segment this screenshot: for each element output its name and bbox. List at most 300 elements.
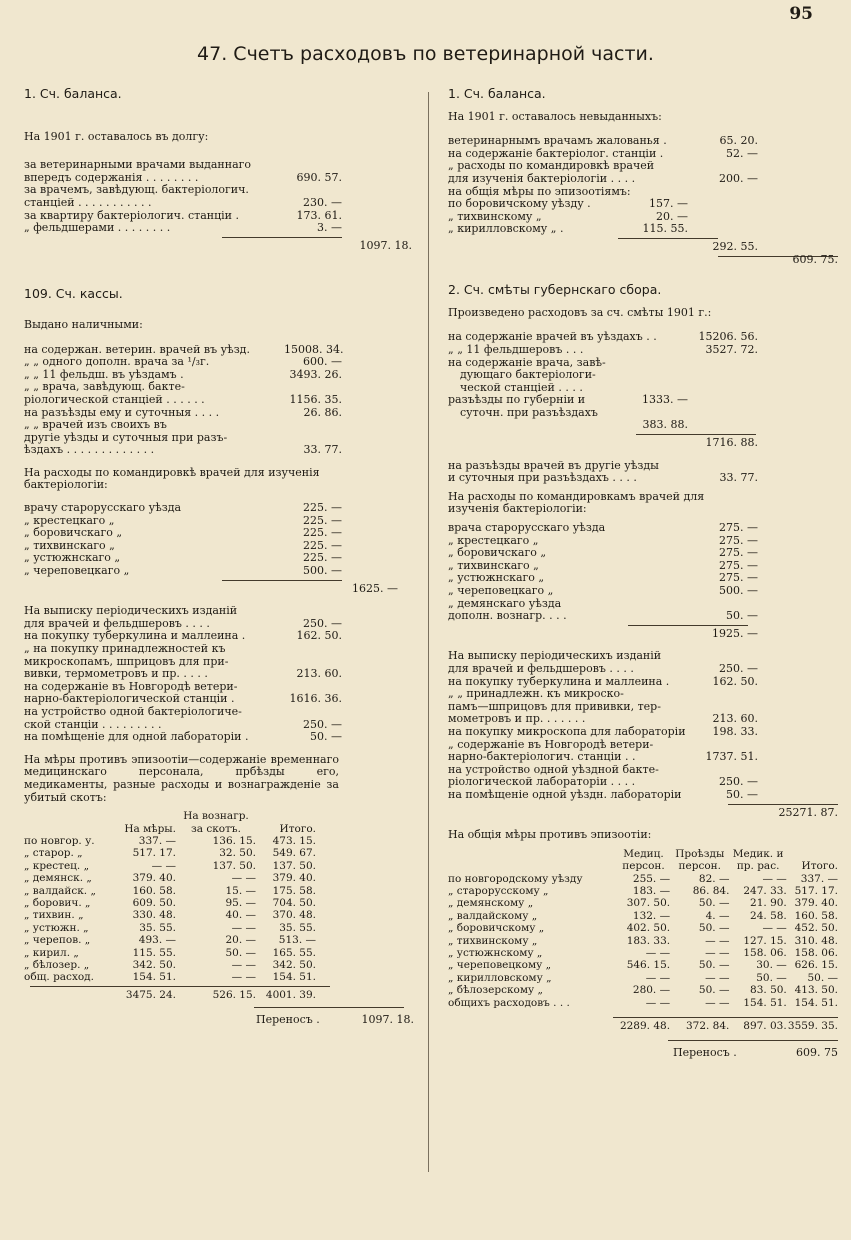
table-row-label: „ тихвин. „: [24, 909, 84, 922]
table-row: [448, 910, 838, 922]
table-cell: 280. —: [632, 984, 671, 997]
ledger-row-label: на общія мѣры по эпизоотіямъ:: [448, 185, 631, 198]
table-row-label: „ устюжнскому „: [448, 946, 543, 959]
table-row: [24, 971, 414, 983]
ledger-row-label: На выписку періодическихъ изданій: [448, 650, 662, 663]
table-row-label: общ. расход.: [24, 971, 94, 984]
table-cell: — —: [231, 971, 256, 984]
ledger-row-label: на покупку туберкулина и маллеина .: [448, 675, 670, 688]
ledger-row-total: [758, 331, 838, 344]
ledger-row: [448, 688, 838, 701]
table-cell: 452. 50.: [794, 922, 838, 935]
ledger-row-label: „ боровичскаго „: [24, 527, 123, 540]
ledger-row: [24, 407, 414, 420]
table-cell: 154. 51.: [794, 996, 838, 1009]
table-header: Медиц. персон.: [622, 847, 665, 873]
ledger-row: [448, 764, 838, 777]
ledger-row-total: [758, 344, 838, 357]
ledger-row: [24, 693, 414, 706]
ledger-row-amount: 115. 55.: [642, 222, 688, 236]
ledger-row-total: [342, 630, 412, 643]
ledger-row-label: „ тихвинскому „: [448, 210, 542, 223]
table-cell: — —: [231, 921, 256, 934]
ledger-row-total: [342, 540, 412, 553]
table-cell: 30. —: [756, 959, 787, 972]
ledger-row-total: [342, 222, 412, 235]
ledger-row: [448, 572, 838, 585]
ledger-row: [448, 663, 838, 676]
ledger-row-label: станціей . . . . . . . . . . .: [24, 196, 152, 209]
section-title-balance: 1. Сч. баланса.: [448, 86, 546, 101]
ledger-row-label: ской станціи . . . . . . . . .: [24, 718, 162, 731]
ledger-row: [24, 618, 414, 631]
table-cell: 95. —: [225, 896, 256, 909]
ledger-row-total: [758, 701, 838, 714]
table-cell: 40. —: [225, 909, 256, 922]
table-cell: 517. 17.: [132, 847, 176, 860]
table-total-cell: 526. 15.: [212, 988, 256, 1001]
ledger-row-total: [758, 522, 838, 535]
carry-over-label: Переносъ .: [673, 1046, 737, 1060]
section-intro: На расходы по командировкамъ врачей для изученія бактеріологіи:: [448, 489, 705, 516]
ledger-row-label: памъ—шприцовъ для прививки, тер-: [448, 700, 661, 713]
estimate-rows-commands: [448, 522, 838, 623]
ledger-row-amount: [284, 706, 342, 719]
ledger-row-total: [758, 186, 838, 199]
ledger-row-total: [342, 656, 412, 669]
balance-total: 609. 75.: [792, 252, 838, 266]
ledger-row-label: на разъѣзды врачей въ другіе уѣзды: [448, 459, 659, 472]
nested-label-line: суточн. при разъѣздахъ: [460, 405, 598, 419]
estimate-total: 25271. 87.: [778, 805, 838, 819]
ledger-row-total: [758, 160, 838, 173]
ledger-row: [24, 394, 414, 407]
table-cell: — —: [645, 971, 671, 984]
ledger-row-amount: 50. —: [726, 609, 758, 623]
ledger-row-total: [342, 515, 412, 528]
ledger-row-total: [758, 547, 838, 560]
table-cell: 160. 58.: [794, 909, 838, 922]
ledger-row-total: [758, 560, 838, 573]
table-row-label: „ валдайскому „: [448, 909, 538, 922]
table-cell: 137. 50.: [272, 859, 316, 872]
table-cell: 337. —: [138, 834, 176, 847]
table-cell: 24. 58.: [750, 909, 787, 922]
ledger-row-label: на помѣщеніе одной уѣздн. лабораторіи: [448, 788, 682, 801]
table-header: Итого.: [279, 822, 316, 835]
table-header: На вознагр. за скотъ.: [183, 810, 249, 835]
ledger-row: [448, 148, 838, 161]
table-cell: 50. —: [698, 922, 730, 935]
ledger-row: [24, 432, 414, 445]
epizootic-total-left: [24, 989, 414, 1001]
carry-over-row: [24, 1014, 414, 1027]
section-intro: На расходы по командировкѣ врачей для изученія бактеріологіи:: [24, 465, 320, 492]
carry-over-label: Переносъ .: [256, 1013, 320, 1027]
ledger-row-label: за врачемъ, завѣдующ. бактеріологич.: [24, 184, 249, 197]
table-row-label: „ бѣлозерскому „: [448, 984, 543, 997]
ledger-row-label: ріологической станціей . . . . . .: [24, 393, 205, 406]
ledger-row-amount: 50. —: [726, 787, 758, 801]
table-row: [24, 947, 414, 959]
ledger-row: [24, 172, 414, 185]
ledger-sub-row: [448, 198, 838, 211]
ledger-row-total: [758, 751, 838, 764]
table-cell: 493. —: [138, 934, 176, 947]
table-cell: 546. 15.: [626, 959, 671, 972]
ledger-row-amount: 198. 33.: [712, 724, 758, 738]
ledger-row-amount: 20. —: [656, 209, 688, 223]
ledger-row-label: за квартиру бактеріологич. станціи .: [24, 209, 240, 222]
ledger-row-total: [342, 527, 412, 540]
ledger-row: [448, 186, 838, 199]
table-row: [448, 885, 838, 897]
ledger-row-label: „ на покупку принадлежностей къ: [24, 643, 226, 655]
balance-rows: [24, 159, 414, 235]
table-row: [24, 922, 414, 934]
table-cell: 35. 55.: [279, 921, 316, 934]
ledger-row: [24, 605, 414, 618]
table-header: Итого.: [801, 860, 838, 873]
table-cell: 137. 50.: [212, 859, 256, 872]
section-title-cash: 109. Сч. кассы.: [24, 286, 123, 302]
ledger-row-total: [758, 688, 838, 701]
ledger-row-amount: 3. —: [317, 221, 342, 235]
epizootic-table-left: [24, 810, 414, 984]
table-total-cell: 2289. 48.: [619, 1019, 671, 1032]
balance-sub-sum-row: [448, 241, 838, 254]
column-divider: [428, 92, 429, 1172]
ledger-row-amount: 690. 57.: [296, 170, 342, 184]
table-cell: 160. 58.: [132, 884, 176, 897]
ledger-row-total: [758, 460, 838, 473]
ledger-row-amount: 225. —: [303, 501, 342, 515]
table-cell: 132. —: [632, 909, 671, 922]
ledger-row-total: [758, 572, 838, 585]
ledger-row-total: [342, 502, 412, 515]
estimate-total-row: [448, 807, 838, 820]
table-row-label: „ старорусскому „: [448, 884, 549, 897]
table-row: [24, 885, 414, 897]
ledger-row-total: [758, 598, 838, 611]
table-row-label: „ демянскому „: [448, 897, 534, 910]
ledger-row: [448, 789, 838, 802]
ledger-row: [448, 650, 838, 663]
ledger-row-label: „ „ врача, завѣдующ. бакте-: [24, 381, 185, 394]
cash-rows-trips: [24, 502, 414, 578]
ledger-row-total: [342, 407, 412, 420]
ledger-row-amount: 225. —: [303, 526, 342, 540]
commands-sum: 1925. —: [712, 626, 758, 640]
ledger-row-total: [758, 135, 838, 148]
commands-sum-row: [448, 628, 838, 641]
table-cell: 21. 90.: [750, 897, 787, 910]
table-cell: — —: [645, 996, 671, 1009]
ledger-row-total: [758, 650, 838, 663]
page-number: 95: [789, 4, 813, 24]
table-cell: — —: [705, 971, 730, 984]
table-cell: 50. —: [698, 959, 730, 972]
table-cell: 549. 67.: [272, 847, 316, 860]
ledger-row-label: и суточныя при разъѣздахъ . . . .: [448, 472, 637, 485]
ledger-row-label: ѣздахъ . . . . . . . . . . . . .: [24, 444, 155, 457]
table-total-cell: 372. 84.: [685, 1019, 730, 1032]
ledger-row-label: для врачей и фельдшеровъ . . . .: [448, 662, 634, 675]
ledger-row-amount: 157. —: [649, 197, 688, 211]
table-cell: 379. 40.: [272, 872, 316, 885]
trips-sum: 1625. —: [352, 581, 398, 595]
table-cell: 247. 33.: [743, 884, 787, 897]
ledger-row-label: на содержан. ветерин. врачей въ уѣзд.: [24, 343, 250, 356]
ledger-row-total: [342, 369, 412, 382]
ledger-row-amount: 3493. 26.: [289, 367, 342, 381]
ledger-row-total: [342, 618, 412, 631]
ledger-row-label: на помѣщеніе для одной лабораторіи .: [24, 731, 249, 744]
table-cell: 513. —: [278, 934, 316, 947]
ledger-row-total: [342, 197, 412, 210]
nested-value: 383. 88.: [642, 418, 688, 432]
table-row-label: „ бѣлозер. „: [24, 959, 90, 971]
ledger-row-amount: 225. —: [303, 513, 342, 527]
nested-sum: 1716. 88.: [705, 436, 758, 450]
ledger-row-total: [342, 419, 412, 432]
ledger-row: [448, 522, 838, 535]
table-cell: — —: [231, 872, 256, 885]
table-row: [24, 909, 414, 921]
table-cell: 82. —: [698, 872, 730, 885]
ledger-row: [24, 681, 414, 694]
ledger-row-amount: 230. —: [303, 195, 342, 209]
table-cell: 183. 33.: [626, 934, 671, 947]
table-cell: — —: [705, 996, 730, 1009]
ledger-row-label: „ демянскаго уѣзда: [448, 597, 562, 610]
ledger-row-label: „ кирилловскому „ .: [448, 223, 564, 236]
ledger-row: [24, 369, 414, 382]
ledger-row-amount: [284, 159, 342, 172]
table-row: [448, 997, 838, 1009]
ledger-row-label: на покупку микроскопа для лабораторіи: [448, 725, 686, 738]
table-cell: 517. 17.: [794, 884, 838, 897]
ledger-row-total: [342, 693, 412, 706]
ledger-row-label: нарно-бактеріологич. станціи . .: [448, 751, 636, 764]
table-cell: 255. —: [632, 872, 671, 885]
ledger-row-label: „ содержаніе въ Новгородѣ ветери-: [448, 738, 654, 751]
table-cell: 158. 06.: [794, 946, 838, 959]
balance-total-row: [24, 240, 414, 253]
ledger-row: [448, 135, 838, 148]
section-intro: На 1901 г. оставалось невыданныхъ:: [448, 109, 662, 123]
balance-sub-rows: [448, 198, 838, 236]
ledger-row-total: [342, 719, 412, 732]
table-header: Медик. и пр. рас.: [732, 847, 784, 873]
section-intro: На мѣры противъ эпизоотіи—содержаніе временнаго медицинскаго персонала, прбѣзды его, медикаменты, разные расходы и вознагражденіе за убитый скотъ:: [24, 752, 339, 804]
ledger-row-total: [758, 663, 838, 676]
ledger-row-label: „ „ 11 фельдшеровъ . . .: [448, 343, 584, 356]
table-row: [24, 860, 414, 872]
table-row: [448, 947, 838, 959]
ledger-row-amount: [698, 688, 758, 701]
balance-total: 1097. 18.: [359, 238, 412, 252]
table-cell: 20. —: [225, 934, 256, 947]
table-row: [24, 959, 414, 971]
ledger-row: [24, 540, 414, 553]
table-cell: 83. 50.: [750, 984, 787, 997]
ledger-row-label: „ расходы по командировкѣ врачей: [448, 160, 655, 173]
table-cell: — —: [705, 946, 730, 959]
ledger-row: [448, 598, 838, 611]
table-cell: 50. —: [756, 971, 787, 984]
balance-sub-sum: 292. 55.: [712, 239, 758, 253]
nested-block: [448, 357, 838, 433]
balance-total-row: [448, 254, 838, 267]
ledger-row: [448, 560, 838, 573]
table-cell: 154. 51.: [743, 996, 787, 1009]
ledger-row-label: „ череповецкаго „: [448, 585, 554, 598]
table-cell: — —: [645, 946, 671, 959]
ledger-row-total: [342, 444, 412, 457]
ledger-row-total: [342, 552, 412, 565]
ledger-row-amount: 3527. 72.: [705, 342, 758, 356]
ledger-row-total: [758, 713, 838, 726]
ledger-row-total: [758, 739, 838, 752]
ledger-row: [448, 173, 838, 186]
ledger-row-total: [758, 585, 838, 598]
ledger-row: [24, 444, 414, 457]
ledger-row: [448, 160, 838, 173]
ledger-row-label: „ тихвинскаго „: [24, 539, 115, 552]
ledger-row-total: [758, 535, 838, 548]
ledger-row-total: [342, 668, 412, 681]
ledger-row-label: за ветеринарными врачами выданнаго: [24, 159, 252, 172]
table-row: [448, 959, 838, 971]
ledger-row-total: [758, 148, 838, 161]
table-total-cell: 4001. 39.: [265, 988, 316, 1001]
ledger-row-total: [342, 381, 412, 394]
ledger-row: [24, 668, 414, 681]
table-row-label: по новгор. у.: [24, 834, 95, 847]
nested-sum-row: [448, 437, 838, 450]
cash-rows-misc: [24, 605, 414, 744]
ledger-row-label: мометровъ и пр. . . . . . .: [448, 713, 586, 726]
ledger-row: [24, 381, 414, 394]
ledger-row-total: [342, 356, 412, 369]
estimate-rows: [448, 331, 838, 356]
ledger-row-amount: 213. 60.: [712, 712, 758, 726]
table-row-label: „ крестец. „: [24, 859, 90, 872]
ledger-row-label: На выписку періодическихъ изданій: [24, 605, 238, 618]
ledger-row-total: [342, 159, 412, 172]
ledger-row-total: [758, 610, 838, 623]
ledger-row-amount: 200. —: [719, 171, 758, 185]
ledger-row-label: „ крестецкаго „: [24, 514, 115, 527]
ledger-row-amount: 275. —: [719, 571, 758, 585]
table-row: [24, 847, 414, 859]
ledger-row-amount: 162. 50.: [296, 629, 342, 643]
right-column: [448, 88, 838, 1060]
ledger-row-amount: [284, 605, 342, 618]
ledger-row-label: впередъ содержанія . . . . . . . .: [24, 171, 199, 184]
ledger-row: [448, 535, 838, 548]
ledger-row: [448, 610, 838, 623]
ledger-row-total: [342, 184, 412, 197]
ledger-row: [448, 751, 838, 764]
ledger-row-amount: 1156. 35.: [289, 392, 342, 406]
trips-sum-row: [24, 583, 414, 596]
ledger-row-label: „ боровичскаго „: [448, 547, 547, 560]
table-cell: 50. —: [698, 897, 730, 910]
table-cell: 379. 40.: [132, 872, 176, 885]
ledger-row: [448, 585, 838, 598]
ledger-row-amount: 275. —: [719, 521, 758, 535]
ledger-sub-row: [448, 223, 838, 236]
ledger-row-label: другіе уѣзды и суточныя при разъ-: [24, 431, 228, 444]
table-cell: — —: [705, 934, 730, 947]
table-header: Проѣзды персон.: [675, 847, 725, 873]
estimate-rows-trips: [448, 460, 838, 485]
ledger-row-amount: 225. —: [303, 551, 342, 565]
ledger-row-label: ріологической лабораторіи . . . .: [448, 776, 636, 789]
table-row-label: „ кирил. „: [24, 946, 79, 959]
ledger-row: [24, 731, 414, 744]
ledger-row-label: дополн. вознагр. . . .: [448, 610, 567, 623]
table-row-label: „ тихвинскому „: [448, 934, 538, 947]
ledger-row-total: [758, 676, 838, 689]
ledger-row-label: „ „ принадлежн. къ микроско-: [448, 688, 624, 701]
table-cell: 413. 50.: [794, 984, 838, 997]
ledger-row-label: на содержаніе бактеріолог. станціи .: [448, 147, 664, 160]
ledger-row-amount: 250. —: [303, 616, 342, 630]
table-cell: — —: [762, 922, 787, 935]
ledger-row-total: [758, 726, 838, 739]
ledger-row: [24, 719, 414, 732]
table-cell: 15. —: [225, 884, 256, 897]
table-cell: 330. 48.: [132, 909, 176, 922]
ledger-row-amount: 225. —: [303, 538, 342, 552]
table-row: [24, 934, 414, 946]
ledger-row: [448, 460, 838, 473]
ledger-row-amount: 15206. 56.: [698, 330, 758, 344]
table-cell: 50. —: [225, 946, 256, 959]
table-row: [24, 897, 414, 909]
table-cell: 342. 50.: [132, 959, 176, 971]
ledger-row: [24, 222, 414, 235]
ledger-row-amount: 173. 61.: [296, 208, 342, 222]
ledger-row: [24, 527, 414, 540]
table-cell: 4. —: [705, 909, 730, 922]
table-cell: 370. 48.: [272, 909, 316, 922]
table-cell: 35. 55.: [139, 921, 176, 934]
ledger-row-amount: 1737. 51.: [705, 750, 758, 764]
ledger-row-amount: 213. 60.: [296, 667, 342, 681]
ledger-row-label: на покупку туберкулина и маллеина .: [24, 630, 246, 643]
ledger-row-amount: 162. 50.: [712, 674, 758, 688]
ledger-row: [24, 643, 414, 656]
table-row: [24, 835, 414, 847]
ledger-row-label: на содержаніе врачей въ уѣздахъ . .: [448, 331, 657, 344]
table-row-label: „ демянск. „: [24, 872, 92, 885]
ledger-row-label: нарно-бактеріологической станціи .: [24, 693, 235, 706]
estimate-rows-misc: [448, 650, 838, 801]
ledger-row-total: [342, 681, 412, 694]
nested-label-line: разъѣзды по губерніи и: [448, 393, 586, 407]
ledger-row: [448, 344, 838, 357]
table-cell: 158. 06.: [743, 946, 787, 959]
table-cell: 473. 15.: [272, 834, 316, 847]
table-cell: 704. 50.: [272, 896, 316, 909]
table-cell: 115. 55.: [132, 946, 176, 959]
section-intro: Выдано наличными:: [24, 317, 143, 331]
ledger-row-amount: 275. —: [719, 546, 758, 560]
